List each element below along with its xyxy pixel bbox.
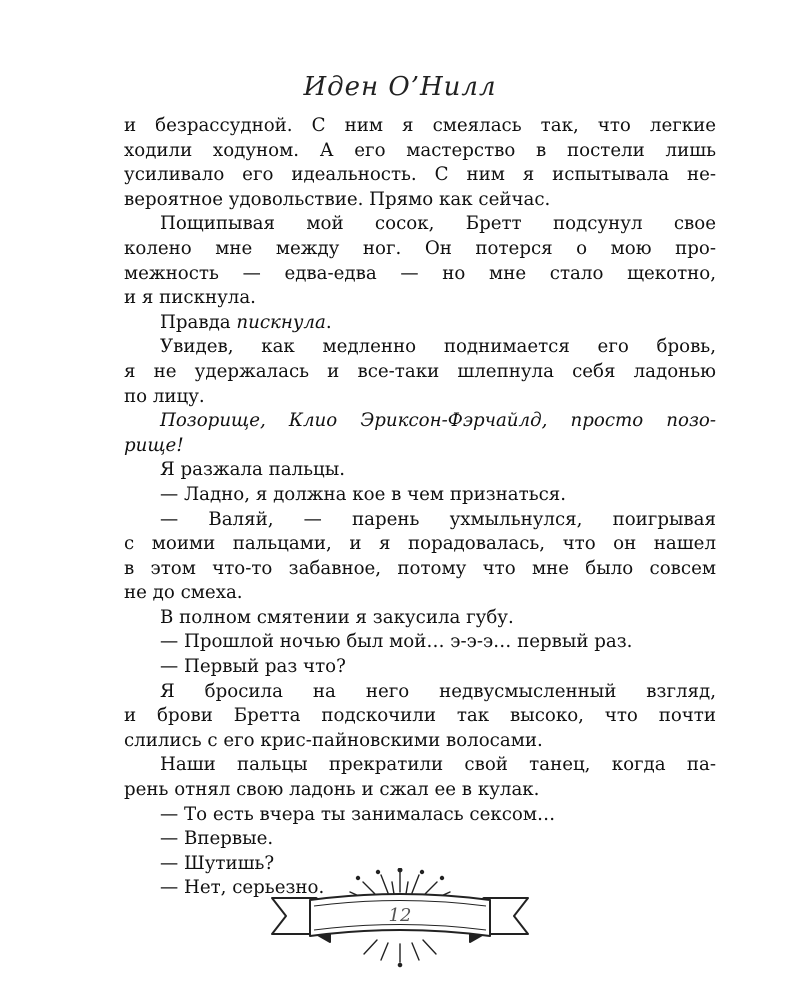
text-line: колено мне между ног. Он потерся о мою про-: [124, 237, 716, 259]
dialogue-line: — Валяй, — парень ухмыльнулся, поигрывая: [160, 508, 716, 530]
body-text: [124, 114, 716, 901]
dialogue-line: — То есть вчера ты занималась сексом…: [160, 803, 556, 825]
page-number-ribbon-ornament: [260, 868, 540, 968]
text-line: вероятное удовольствие. Прямо как сейчас.: [124, 188, 551, 210]
text-line: [124, 311, 716, 336]
text-line: межность — едва-едва — но мне стало щекотно,: [124, 262, 716, 284]
text-line: рень отнял свою ладонь и сжал ее в кулак.: [124, 779, 540, 801]
text-line: по лицу.: [124, 385, 205, 407]
dialogue-line: — Шутишь?: [160, 852, 275, 874]
text-line: я не удержалась и все-таки шлепнула себя ладонью: [124, 360, 716, 382]
text-line: и безрассудной. С ним я смеялась так, что легкие: [124, 115, 716, 136]
dialogue-line: — Ладно, я должна кое в чем признаться.: [160, 483, 567, 505]
dialogue-line: — Нет, серьезно.: [160, 877, 325, 899]
italic-thought-line: Позорище, Клио Эриксон-Фэрчайлд, просто позо-: [160, 410, 716, 432]
text-line: с моими пальцами, и я порадовалась, что он нашел: [124, 533, 716, 555]
dialogue-line: — Прошлой ночью был мой… э-э-э… первый раз.: [160, 631, 633, 653]
text-line: Я разжала пальцы.: [160, 459, 346, 481]
text-line: и я пискнула.: [124, 287, 256, 309]
dialogue-line: — Первый раз что?: [160, 656, 346, 678]
page-number: 12: [388, 905, 412, 926]
text-fragment: Правда: [160, 311, 237, 333]
text-line: Я бросила на него недвусмысленный взгляд,: [160, 680, 716, 702]
running-header-author: Иден О’Нилл: [303, 72, 497, 102]
text-line: в этом что-то забавное, потому что мне было совсем: [124, 557, 716, 579]
text-line: Увидев, как медленно поднимается его бровь,: [160, 336, 716, 358]
text-line: усиливало его идеальность. С ним я испытывала не-: [124, 164, 716, 186]
text-line: не до смеха.: [124, 582, 243, 604]
dialogue-line: — Впервые.: [160, 828, 274, 850]
italic-thought-line: рище!: [124, 434, 184, 456]
text-line: Наши пальцы прекратили свой танец, когда па-: [160, 754, 716, 776]
text-fragment: .: [325, 311, 332, 333]
italic-emphasis: пискнула: [236, 311, 326, 333]
text-line: Пощипывая мой сосок, Бретт подсунул свое: [160, 213, 716, 235]
text-line: В полном смятении я закусила губу.: [160, 606, 514, 628]
text-line: и брови Бретта подскочили так высоко, что почти: [124, 705, 716, 727]
text-line: слились с его крис-пайновскими волосами.: [124, 729, 543, 751]
text-line: ходили ходуном. А его мастерство в постели лишь: [124, 139, 716, 161]
